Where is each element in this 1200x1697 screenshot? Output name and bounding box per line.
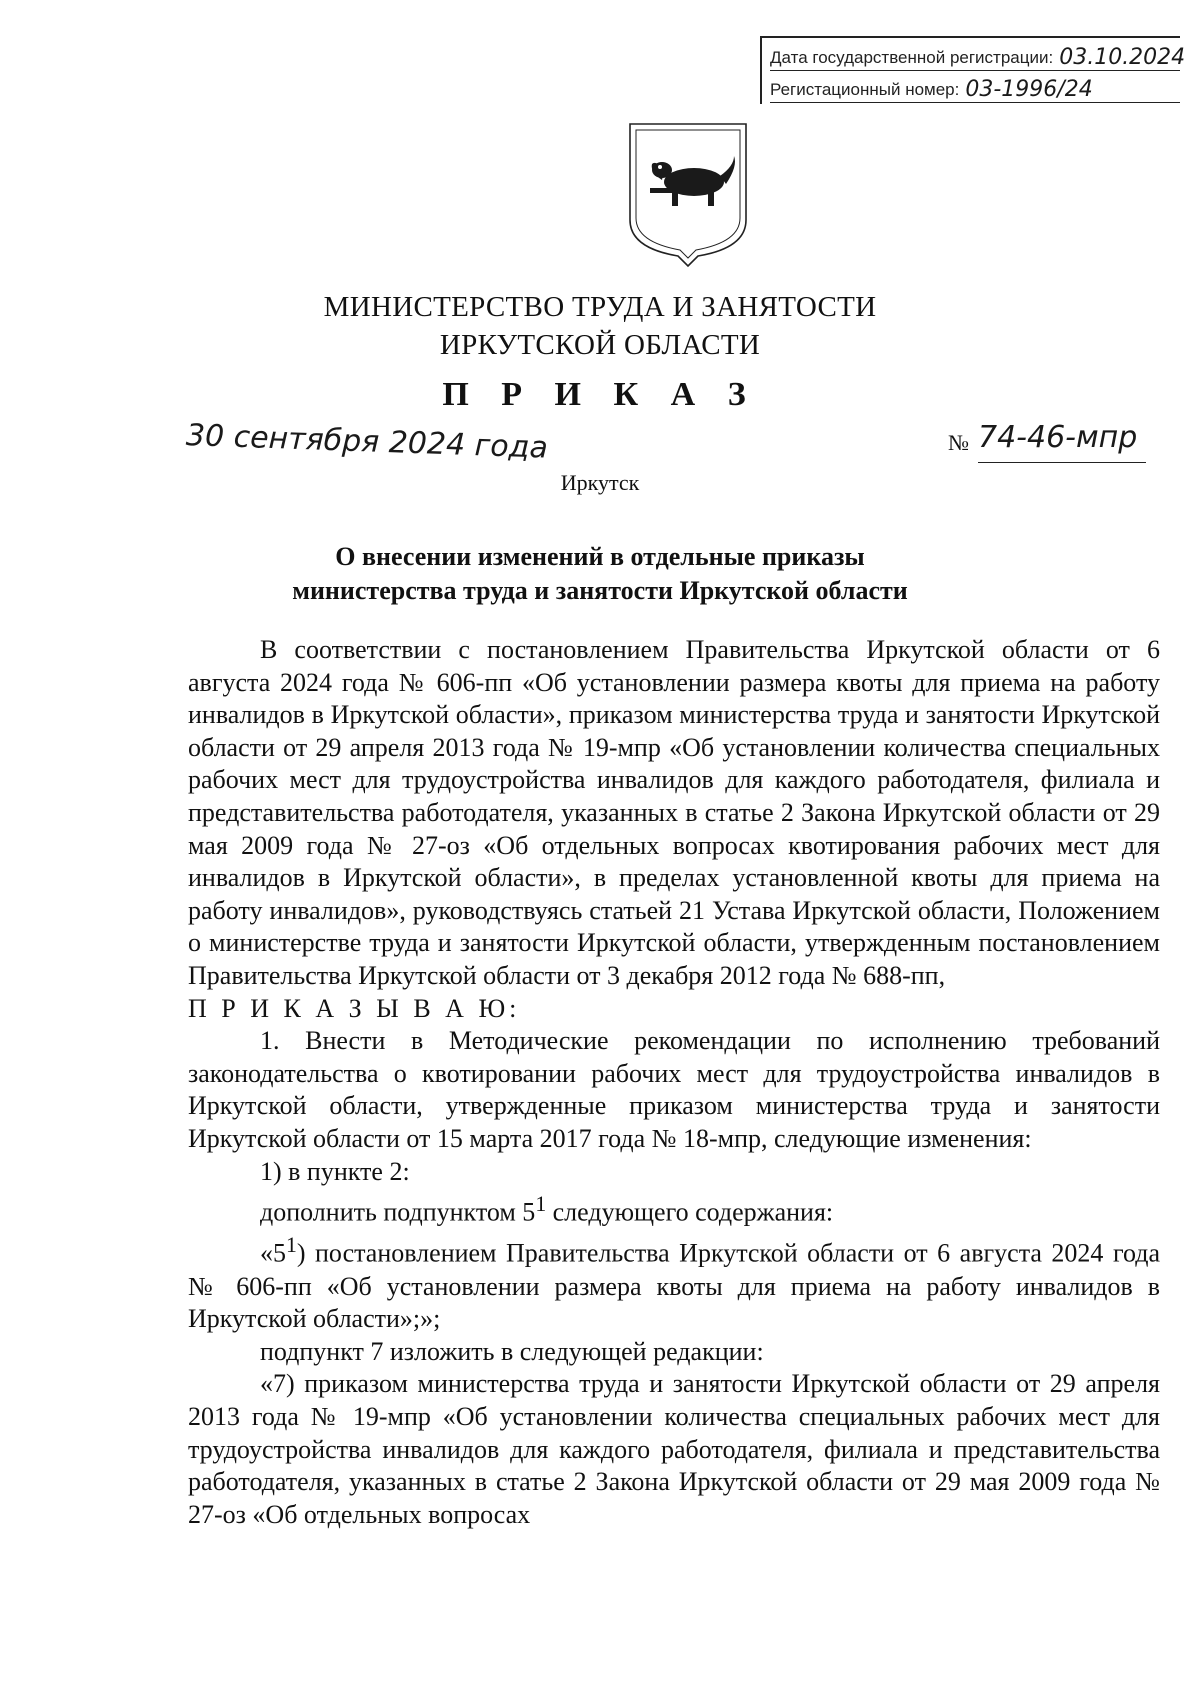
add-subitem-superscript: 1 <box>535 1192 547 1217</box>
registration-number-row <box>770 72 1180 103</box>
document-title <box>0 540 1200 608</box>
item-1-paragraph: 1. Внести в Методические рекомендации по исполнению требований законодательства о квотировании рабочих мест для трудоустройства инвалидов в Иркутской области, утвержденные приказом министерства труда и занятости Иркутской области от 15 марта 2017 года № 18-мпр, следующие изменения: <box>188 1026 1160 1153</box>
preamble-paragraph: В соответствии с постановлением Правительства Иркутской области от 6 августа 2024 года № 606-пп «Об установлении размера квоты для приема на работу инвалидов в Иркутской области», приказом министерства труда и занятости Иркутской области от 29 апреля 2013 года № 19-мпр «Об установлении количества специальных рабочих мест для трудоустройства инвалидов для каждого работодателя, филиала и представительства работодателя, указанных в статье 2 Закона Иркутской области от 29 мая 2009 года № 27-оз «Об отдельных вопросах квотирования рабочих мест для инвалидов в Иркутской области», в пределах установленной квоты для приема на работу инвалидов», руководствуясь статьей 21 Устава Иркутской области, Положением о министерстве труда и занятости Иркутской области, утвержденным постановлением Правительства Иркутской области от 3 декабря 2012 года № 688-пп, <box>188 635 1160 990</box>
number-sign: № <box>948 430 969 455</box>
ministry-line-2: ИРКУТСКОЙ ОБЛАСТИ <box>439 329 761 361</box>
number-underline <box>978 462 1146 463</box>
add-subitem-suffix: следующего содержания: <box>546 1197 834 1227</box>
quote-text: ) постановлением Правительства Иркутской области от 6 августа 2024 года № 606-пп «Об установлении размера квоты для приема на работу инвалидов в Иркутской области»;»; <box>188 1239 1160 1334</box>
registration-number-value: 03-1996/24 <box>965 77 1093 102</box>
document-body <box>188 634 1160 1531</box>
title-line-2: министерства труда и занятости Иркутской области <box>292 576 908 605</box>
coat-of-arms-icon <box>622 120 754 268</box>
order-number <box>948 420 1148 460</box>
order-number-handwritten: 74-46-мпр <box>978 420 1138 455</box>
quote-prefix: «5 <box>260 1239 286 1268</box>
order-word: П Р И К А З Ы В А Ю: <box>188 993 521 1023</box>
subitem-7-text: «7) приказом министерства труда и занятости Иркутской области от 29 апреля 2013 года № 19-мпр «Об установлении количества специальных рабочих мест для трудоустройства инвалидов для каждого работодателя, филиала и представительства работодателя, указанных в статье 2 Закона Иркутской области от 29 мая 2009 года № 27-оз «Об отдельных вопросах <box>188 1369 1160 1529</box>
title-line-1: О внесении изменений в отдельные приказы <box>335 542 865 571</box>
city-name: Иркутск <box>560 470 640 495</box>
add-subitem-paragraph <box>188 1188 1160 1229</box>
registration-date-row <box>770 40 1186 71</box>
order-date-handwritten: 30 сентября 2024 года <box>185 418 549 466</box>
quote-5-1-paragraph <box>188 1229 1160 1335</box>
document-type: П Р И К А З <box>442 376 758 413</box>
registration-date-label: Дата государственной регистрации: <box>770 48 1054 67</box>
registration-stamp <box>760 36 1186 104</box>
ministry-name <box>0 288 1200 364</box>
registration-date-value: 03.10.2024 <box>1059 45 1186 70</box>
subitem-7-intro: подпункт 7 изложить в следующей редакции: <box>260 1336 764 1366</box>
add-subitem-prefix: дополнить подпунктом 5 <box>260 1197 536 1227</box>
ministry-line-1: МИНИСТЕРСТВО ТРУДА И ЗАНЯТОСТИ <box>323 291 877 323</box>
quote-superscript: 1 <box>286 1233 297 1258</box>
registration-number-label: Регистационный номер: <box>770 80 960 99</box>
subitem-1-paragraph: 1) в пункте 2: <box>260 1156 410 1186</box>
